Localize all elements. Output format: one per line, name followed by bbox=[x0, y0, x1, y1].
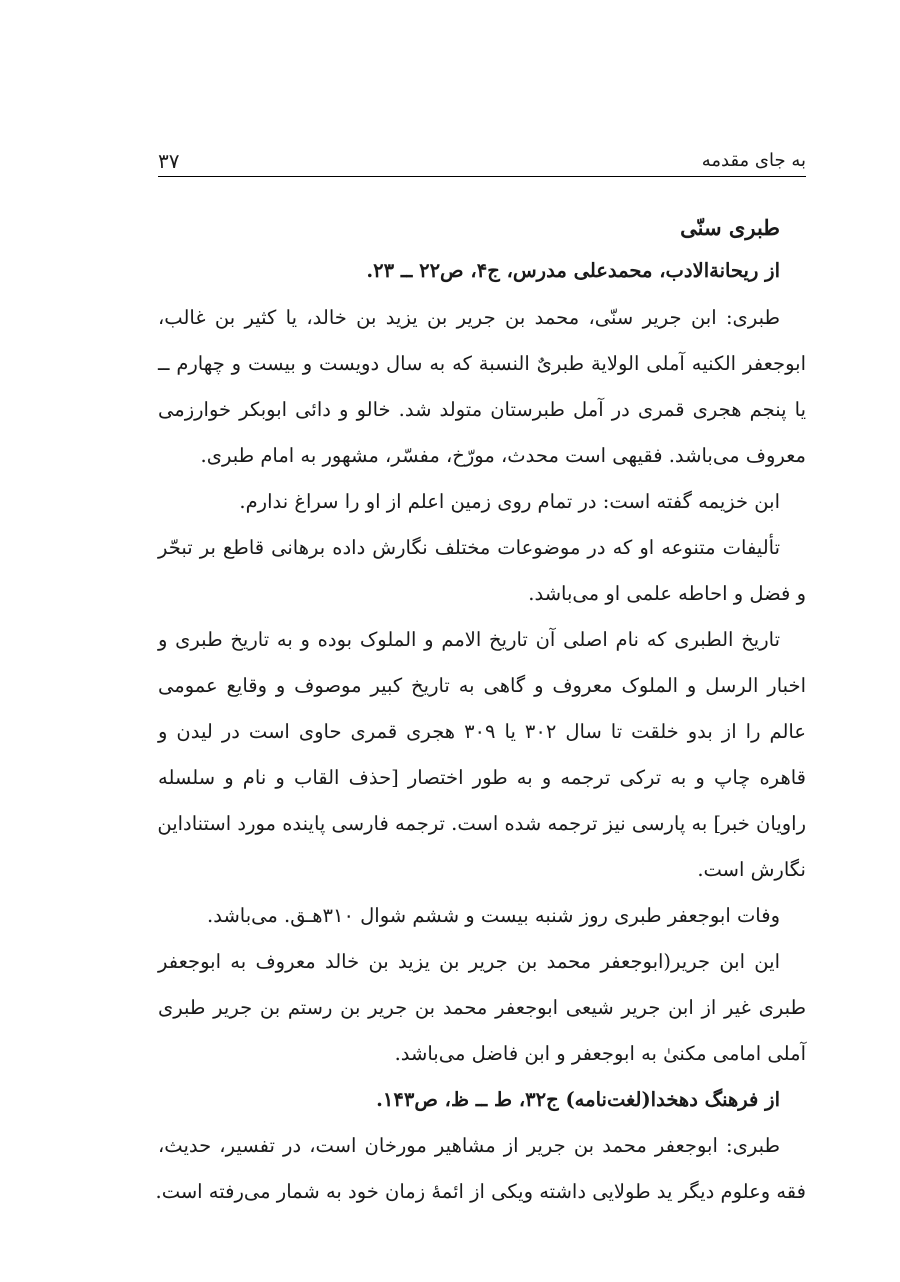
text-line: راویان خبر] به پارسی نیز ترجمه شده است. ترجمه فارسی پاینده مورد استناداین bbox=[157, 812, 806, 835]
text-line: نگارش است. bbox=[697, 858, 806, 881]
text-line: فقه وعلوم دیگر ید طولایی داشته ویکی از ائمهٔ زمان خود به شمار می‌رفته است. bbox=[155, 1180, 806, 1203]
text-line: طبری غیر از ابن جریر شیعی ابوجعفر محمد بن جریر بن رستم بن جریر طبری bbox=[158, 996, 806, 1019]
text-line: معروف می‌باشد. فقیهی است محدث، مورّخ، مفسّر، مشهور به امام طبری. bbox=[200, 444, 806, 467]
text-line: عالم را از بدو خلقت تا سال ۳۰۲ یا ۳۰۹ هجری قمری حاوی است در لیدن و bbox=[158, 720, 806, 743]
page-header bbox=[158, 150, 806, 177]
text-line: و فضل و احاطه علمی او می‌باشد. bbox=[528, 582, 806, 605]
source-citation: از فرهنگ دهخدا(لغت‌نامه) ج۳۲، ط ــ ظ، ص۱۴۳. bbox=[376, 1088, 780, 1111]
text-line: تاریخ الطبری که نام اصلی آن تاریخ الامم و الملوک بوده و به تاریخ طبری و bbox=[158, 628, 780, 651]
text-line: طبری: ابن جریر سنّی، محمد بن جریر بن یزید بن خالد، یا کثیر بن غالب، bbox=[158, 306, 780, 329]
page-number: ۳۷ bbox=[158, 149, 180, 173]
text-line: ابن خزیمه گفته است: در تمام روی زمین اعلم از او را سراغ ندارم. bbox=[239, 490, 780, 513]
source-citation: از ریحانة‌الادب، محمدعلی مدرس، ج۴، ص۲۲ ــ ۲۳. bbox=[366, 259, 780, 282]
running-title: به جای مقدمه bbox=[701, 150, 806, 171]
text-line: ابوجعفر الکنیه آملی الولایة طبریٌ النسبة که به سال دویست و بیست و چهارم ــ bbox=[158, 352, 806, 375]
text-line: آملی امامی مکنیٰ به ابوجعفر و ابن فاضل می‌باشد. bbox=[394, 1042, 806, 1065]
text-line: این ابن جریر(ابوجعفر محمد بن جریر بن یزید بن خالد معروف به ابوجعفر bbox=[158, 950, 780, 973]
text-line: قاهره چاپ و به ترکی ترجمه و به طور اختصار [حذف القاب و نام و سلسله bbox=[158, 766, 806, 789]
text-line: وفات ابوجعفر طبری روز شنبه بیست و ششم شوال ۳۱۰هـق. می‌باشد. bbox=[207, 904, 780, 927]
section-heading: طبری سنّی bbox=[680, 215, 780, 240]
text-line: اخبار الرسل و الملوک معروف و گاهی به تاریخ کبیر موصوف و وقایع عمومی bbox=[158, 674, 806, 697]
text-line: تألیفات متنوعه او که در موضوعات مختلف نگارش داده برهانی قاطع بر تبحّر bbox=[158, 536, 780, 559]
text-line: طبری: ابوجعفر محمد بن جریر از مشاهیر مورخان است، در تفسیر، حدیث، bbox=[158, 1134, 780, 1157]
text-line: یا پنجم هجری قمری در آمل طبرستان متولد شد. خالو و دائی ابوبکر خوارزمی bbox=[158, 398, 806, 421]
